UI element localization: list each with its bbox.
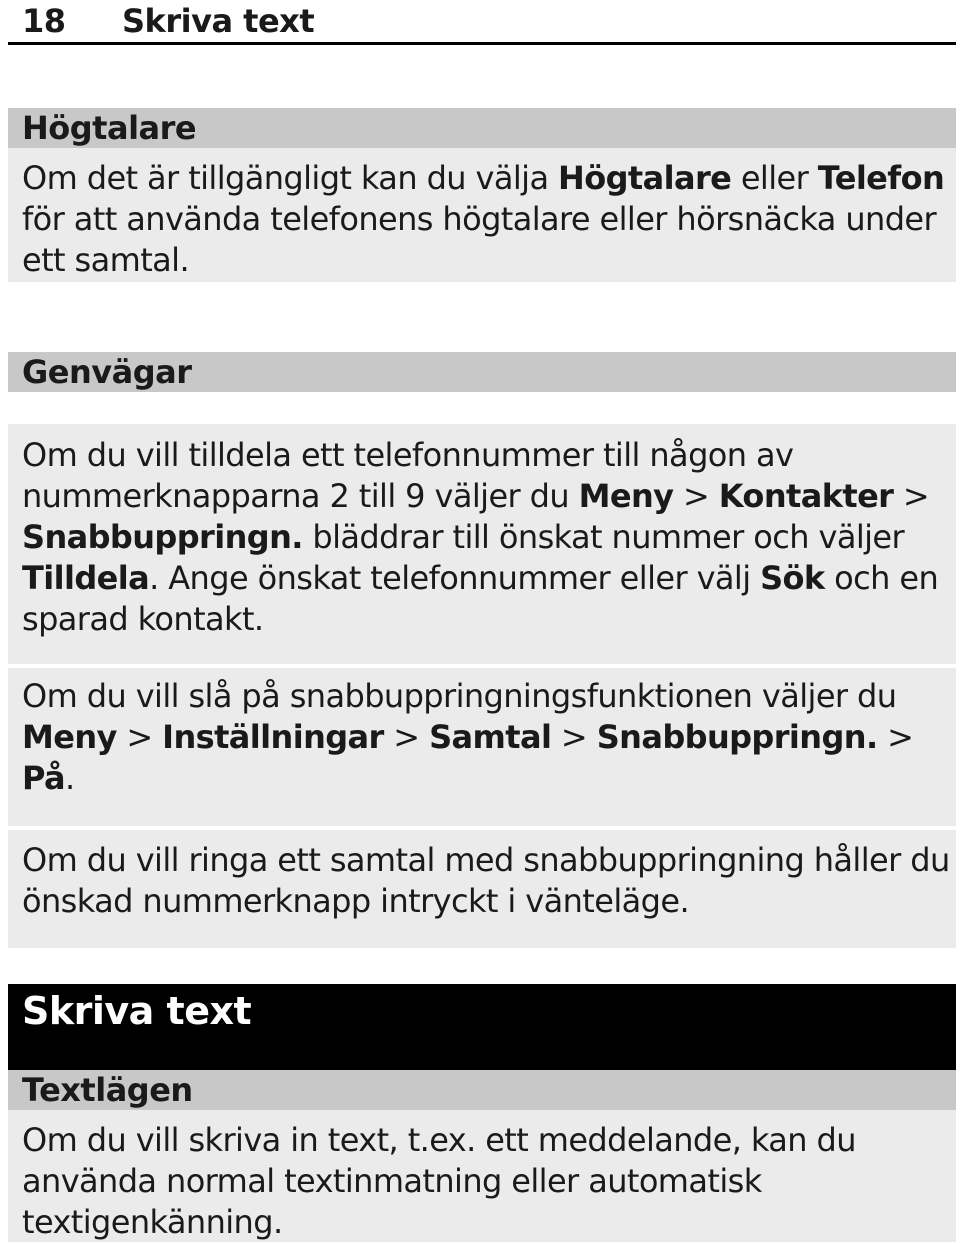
- menu-term: Meny: [22, 718, 117, 756]
- menu-term: Högtalare: [558, 159, 732, 197]
- paragraph: Om du vill slå på snabbuppringningsfunktionen väljer du Meny > Inställningar > Samtal > Snabbuppringn. > På.: [22, 677, 914, 797]
- menu-term: Inställningar: [162, 718, 384, 756]
- paragraph: Om du vill ringa ett samtal med snabbuppringning håller du önskad nummerknapp intryckt i vänteläge.: [22, 841, 950, 920]
- section-heading-genvagar: Genvägar: [8, 352, 956, 392]
- page-title: Skriva text: [122, 2, 315, 40]
- menu-term: Samtal: [429, 718, 552, 756]
- menu-term: Meny: [578, 477, 674, 515]
- chapter-title: Skriva text: [22, 989, 252, 1033]
- menu-term: Snabbuppringn.: [596, 718, 878, 756]
- menu-term: Tilldela: [22, 559, 150, 597]
- section-body-hogtalare: [8, 148, 956, 282]
- section-body-genvagar-3: [8, 830, 956, 948]
- paragraph: Om du vill skriva in text, t.ex. ett meddelande, kan du använda normal textinmatning eller automatisk textigenkänning.: [22, 1121, 856, 1241]
- section-body-textlagen: [8, 1110, 956, 1242]
- section-heading-textlagen: Textlägen: [8, 1070, 956, 1110]
- menu-term: På: [22, 759, 65, 797]
- page-number: 18: [22, 2, 66, 40]
- menu-term: Telefon: [817, 159, 945, 197]
- section-body-genvagar-2: [8, 668, 956, 826]
- menu-term: Sök: [760, 559, 825, 597]
- paragraph: Om det är tillgängligt kan du välja Högtalare eller Telefon för att använda telefonens högtalare eller hörsnäcka under ett samtal.: [22, 159, 945, 279]
- section-body-genvagar-1: [8, 424, 956, 664]
- chapter-heading: [8, 984, 956, 1072]
- menu-term: Kontakter: [718, 477, 894, 515]
- paragraph: Om du vill tilldela ett telefonnummer till någon av nummerknapparna 2 till 9 väljer du Meny > Kontakter > Snabbuppringn. bläddrar till önskat nummer och väljer Tilldela. Ange önskat telefonnummer eller välj Sök och en sparad kontakt.: [22, 436, 939, 638]
- page-header: [8, 0, 956, 45]
- menu-term: Snabbuppringn.: [22, 518, 303, 556]
- section-heading-hogtalare: Högtalare: [8, 108, 956, 148]
